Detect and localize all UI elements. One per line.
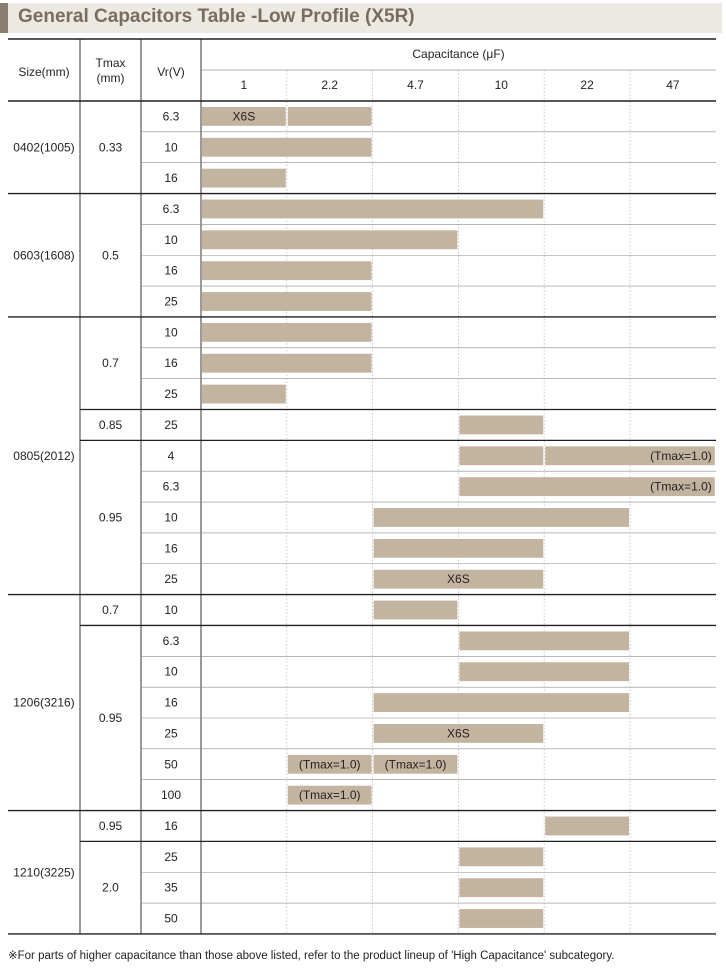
capacitance-bar <box>202 169 286 188</box>
vr-label: 10 <box>164 510 178 525</box>
header-tmax-unit: (mm) <box>96 71 125 85</box>
size-label: 0805(2012) <box>13 448 75 463</box>
capacitance-bar <box>202 138 372 157</box>
capacitance-value-label: 4.7 <box>407 78 424 92</box>
vr-label: 16 <box>164 356 178 371</box>
bar-label: (Tmax=1.0) <box>298 788 361 803</box>
tmax-label: 0.95 <box>98 510 123 525</box>
vr-label: 16 <box>164 541 178 556</box>
vr-label: 10 <box>164 664 178 679</box>
header-tmax: Tmax <box>95 56 126 70</box>
tmax-label: 0.33 <box>98 140 123 155</box>
vr-label: 10 <box>164 325 178 340</box>
capacitance-bar <box>459 446 543 465</box>
vr-label: 10 <box>164 140 178 155</box>
vr-label: 6.3 <box>162 201 180 216</box>
capacitance-bar <box>459 416 543 435</box>
capacitance-bar <box>459 909 543 928</box>
vr-label: 16 <box>164 695 178 710</box>
vr-label: 10 <box>164 603 178 618</box>
vr-label: 25 <box>164 726 178 741</box>
vr-label: 50 <box>164 757 178 772</box>
bar-label: (Tmax=1.0) <box>384 757 447 772</box>
capacitance-value-label: 10 <box>494 78 508 92</box>
vr-label: 25 <box>164 417 178 432</box>
capacitance-bar <box>202 354 372 373</box>
vr-label: 16 <box>164 818 178 833</box>
tmax-label: 0.5 <box>102 248 119 263</box>
capacitance-bar <box>459 662 629 681</box>
vr-label: 25 <box>164 387 178 402</box>
size-label: 1206(3216) <box>13 695 75 710</box>
capacitance-bar <box>545 817 629 836</box>
size-label: 0603(1608) <box>13 248 75 263</box>
capacitance-bar <box>288 107 372 126</box>
capacitance-value-label: 1 <box>240 78 248 92</box>
capacitance-bar <box>374 539 544 558</box>
capacitance-bar <box>374 508 629 527</box>
tmax-label: 0.85 <box>98 417 123 432</box>
vr-label: 16 <box>164 171 178 186</box>
capacitance-value-label: 2.2 <box>321 78 339 92</box>
header-vr: Vr(V) <box>157 65 185 79</box>
capacitance-value-label: 47 <box>666 78 680 92</box>
bar-label: (Tmax=1.0) <box>650 448 712 463</box>
capacitance-bar <box>202 261 372 280</box>
bar-label: X6S <box>232 109 256 124</box>
capacitance-bar <box>202 323 372 342</box>
capacitance-bar <box>202 292 372 311</box>
capacitance-bar <box>459 631 629 650</box>
header-size: Size(mm) <box>18 65 70 79</box>
vr-label: 25 <box>164 849 178 864</box>
bar-label: (Tmax=1.0) <box>650 479 712 494</box>
capacitance-bar <box>202 200 543 219</box>
tmax-label: 0.95 <box>98 818 123 833</box>
vr-label: 100 <box>160 788 182 803</box>
vr-label: 35 <box>164 880 178 895</box>
tmax-label: 2.0 <box>102 880 119 895</box>
vr-label: 50 <box>164 911 178 926</box>
vr-label: 4 <box>167 448 175 463</box>
vr-label: 25 <box>164 572 178 587</box>
vr-label: 25 <box>164 294 178 309</box>
vr-label: 6.3 <box>162 479 180 494</box>
capacitance-bar <box>374 601 458 620</box>
vr-label: 16 <box>164 263 178 278</box>
capacitance-bar <box>202 230 457 249</box>
capacitance-bar <box>374 693 629 712</box>
capacitance-bar <box>459 878 543 897</box>
bar-label: X6S <box>447 726 470 741</box>
capacitance-bar <box>202 385 286 404</box>
tmax-label: 0.7 <box>102 356 119 371</box>
bar-label: X6S <box>447 572 470 587</box>
bar-label: (Tmax=1.0) <box>298 757 361 772</box>
tmax-label: 0.95 <box>98 711 123 725</box>
size-label: 1210(3225) <box>13 865 75 880</box>
capacitance-value-label: 22 <box>580 78 594 92</box>
vr-label: 6.3 <box>162 109 180 124</box>
vr-label: 6.3 <box>162 633 180 648</box>
capacitance-bar <box>459 847 543 866</box>
header-capacitance: Capacitance (μF) <box>412 47 505 61</box>
page-title: General Capacitors Table -Low Profile (X5R) <box>18 6 415 27</box>
size-label: 0402(1005) <box>13 140 75 155</box>
footnote: ※For parts of higher capacitance than those above listed, refer to the product lineup of 'High Capacitance' subcategory. <box>8 950 615 962</box>
vr-label: 10 <box>164 232 178 247</box>
tmax-label: 0.7 <box>102 603 119 618</box>
